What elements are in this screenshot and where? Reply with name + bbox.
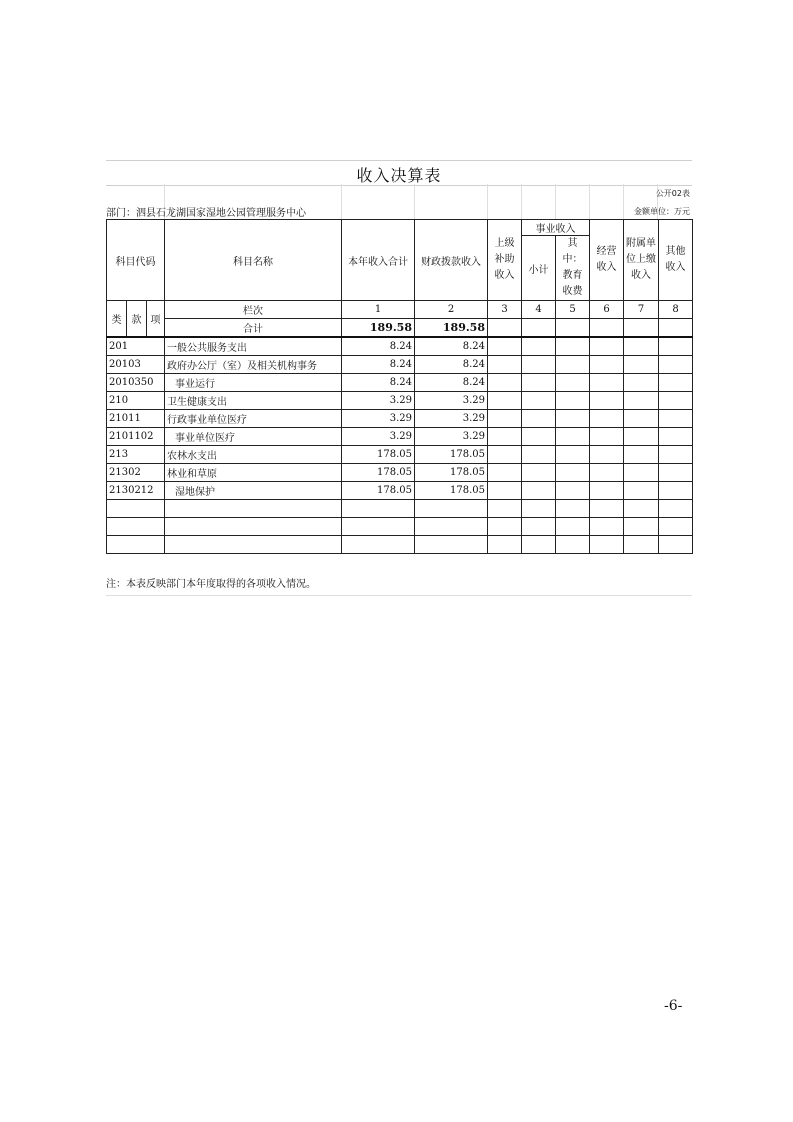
row-code: 210	[107, 392, 165, 410]
header-education-fee: 其中：教育收费	[556, 236, 590, 301]
empty-cell	[522, 356, 556, 374]
empty-cell	[488, 536, 522, 554]
col-num: 4	[522, 301, 556, 319]
empty-cell	[488, 500, 522, 518]
empty-cell	[624, 356, 659, 374]
row-name: 一般公共服务支出	[165, 337, 342, 356]
empty-cell	[590, 446, 624, 464]
empty-cell	[556, 464, 590, 482]
table-row	[107, 518, 693, 536]
empty-cell	[659, 536, 693, 554]
empty-cell	[590, 374, 624, 392]
total-label: 合计	[165, 319, 342, 338]
empty-cell	[556, 410, 590, 428]
gridline	[589, 184, 590, 219]
empty-cell	[556, 482, 590, 500]
header-operating-income: 经营收入	[590, 220, 624, 301]
row-name: 林业和草原	[165, 464, 342, 482]
bottom-gridline	[106, 595, 692, 596]
row-fiscal-income: 8.24	[415, 337, 488, 356]
empty-cell	[522, 482, 556, 500]
col-num: 3	[488, 301, 522, 319]
empty-cell	[659, 428, 693, 446]
row-name: 卫生健康支出	[165, 392, 342, 410]
empty-cell	[590, 536, 624, 554]
col-num: 1	[342, 301, 415, 319]
row-fiscal-income	[415, 536, 488, 554]
empty-cell	[488, 482, 522, 500]
row-name	[165, 518, 342, 536]
empty-cell	[488, 392, 522, 410]
table-row	[107, 536, 693, 554]
empty-cell	[522, 410, 556, 428]
row-code: 2130212	[107, 482, 165, 500]
row-total-income: 8.24	[342, 337, 415, 356]
row-total-income	[342, 500, 415, 518]
empty-cell	[624, 428, 659, 446]
empty-cell	[590, 410, 624, 428]
col-num: 2	[415, 301, 488, 319]
table-row	[107, 410, 693, 428]
row-code: 2010350	[107, 374, 165, 392]
table-row	[107, 356, 693, 374]
empty-cell	[590, 337, 624, 356]
header-kuan: 款	[127, 301, 147, 338]
row-code: 201	[107, 337, 165, 356]
row-fiscal-income: 8.24	[415, 374, 488, 392]
empty-cell	[556, 392, 590, 410]
empty-cell	[556, 428, 590, 446]
header-subject-code: 科目代码	[107, 220, 165, 301]
empty-cell	[590, 482, 624, 500]
row-total-income: 3.29	[342, 392, 415, 410]
header-superior-subsidy: 上级补助收入	[488, 220, 522, 301]
empty-cell	[488, 374, 522, 392]
table-row	[107, 500, 693, 518]
row-name: 行政事业单位医疗	[165, 410, 342, 428]
row-name: 湿地保护	[165, 482, 342, 500]
empty-cell	[624, 410, 659, 428]
row-code: 2101102	[107, 428, 165, 446]
row-name	[165, 536, 342, 554]
title-row	[106, 160, 692, 186]
row-fiscal-income: 8.24	[415, 356, 488, 374]
empty-cell	[488, 337, 522, 356]
row-fiscal-income: 178.05	[415, 446, 488, 464]
header-business-income: 事业收入	[522, 220, 590, 236]
table-row	[107, 446, 693, 464]
empty-cell	[556, 518, 590, 536]
empty-cell	[488, 518, 522, 536]
row-code	[107, 536, 165, 554]
row-fiscal-income: 3.29	[415, 428, 488, 446]
empty-cell	[590, 356, 624, 374]
department-label: 部门：泗县石龙湖国家湿地公园管理服务中心	[106, 208, 306, 219]
row-name: 事业单位医疗	[165, 428, 342, 446]
empty-cell	[659, 482, 693, 500]
row-code: 20103	[107, 356, 165, 374]
empty-cell	[624, 518, 659, 536]
table-row	[107, 482, 693, 500]
empty-cell	[659, 518, 693, 536]
row-total-income: 8.24	[342, 374, 415, 392]
empty-cell	[624, 392, 659, 410]
row-name: 事业运行	[165, 374, 342, 392]
row-code	[107, 518, 165, 536]
col-num: 8	[659, 301, 693, 319]
empty-cell	[556, 536, 590, 554]
header-affiliated-income: 附属单位上缴收入	[624, 220, 659, 301]
row-name: 政府办公厅（室）及相关机构事务	[165, 356, 342, 374]
row-fiscal-income	[415, 518, 488, 536]
col-num: 7	[624, 301, 659, 319]
empty-cell	[556, 356, 590, 374]
col-num: 5	[556, 301, 590, 319]
row-total-income: 178.05	[342, 464, 415, 482]
empty-cell	[659, 337, 693, 356]
empty-cell	[522, 500, 556, 518]
empty-cell	[556, 374, 590, 392]
row-fiscal-income: 178.05	[415, 482, 488, 500]
empty-cell	[522, 428, 556, 446]
empty-cell	[590, 518, 624, 536]
empty-cell	[624, 337, 659, 356]
empty-cell	[488, 464, 522, 482]
empty-cell	[624, 500, 659, 518]
empty-cell	[590, 392, 624, 410]
row-name	[165, 500, 342, 518]
empty-cell	[488, 356, 522, 374]
gridline	[414, 184, 415, 219]
row-total-income	[342, 536, 415, 554]
empty-cell	[590, 428, 624, 446]
row-code: 21302	[107, 464, 165, 482]
row-name: 农林水支出	[165, 446, 342, 464]
total-fiscal-value: 189.58	[415, 319, 488, 338]
row-code: 213	[107, 446, 165, 464]
header-subtotal: 小计	[522, 236, 556, 301]
empty-cell	[590, 464, 624, 482]
empty-cell	[522, 446, 556, 464]
empty-cell	[624, 374, 659, 392]
empty-cell	[659, 392, 693, 410]
row-total-income: 8.24	[342, 356, 415, 374]
row-code: 21011	[107, 410, 165, 428]
header-lei: 类	[107, 301, 127, 338]
gridline	[555, 184, 556, 219]
footnote: 注：本表反映部门本年度取得的各项收入情况。	[106, 579, 316, 590]
report-title: 收入决算表	[356, 166, 442, 185]
header-other-income: 其他收入	[659, 220, 693, 301]
table-row	[107, 392, 693, 410]
gridline	[341, 184, 342, 219]
income-table	[106, 219, 693, 554]
row-total-income: 178.05	[342, 446, 415, 464]
empty-cell	[659, 464, 693, 482]
row-total-income	[342, 518, 415, 536]
unit-label: 金额单位：万元	[634, 207, 690, 216]
gridline	[623, 184, 624, 219]
empty-cell	[590, 500, 624, 518]
header-total-income: 本年收入合计	[342, 220, 415, 301]
row-fiscal-income: 3.29	[415, 410, 488, 428]
header-fiscal-income: 财政拨款收入	[415, 220, 488, 301]
empty-cell	[522, 392, 556, 410]
empty-cell	[488, 410, 522, 428]
table-row	[107, 428, 693, 446]
empty-cell	[659, 356, 693, 374]
row-fiscal-income: 3.29	[415, 392, 488, 410]
gridline	[487, 184, 488, 219]
empty-cell	[624, 536, 659, 554]
header-xiang: 项	[147, 301, 165, 338]
empty-cell	[659, 374, 693, 392]
row-code	[107, 500, 165, 518]
page-number: -6-	[664, 998, 683, 1014]
empty-cell	[556, 446, 590, 464]
empty-cell	[522, 464, 556, 482]
empty-cell	[488, 446, 522, 464]
row-fiscal-income	[415, 500, 488, 518]
gridline	[521, 184, 522, 219]
header-subject-name: 科目名称	[165, 220, 342, 301]
table-row	[107, 374, 693, 392]
empty-cell	[624, 482, 659, 500]
empty-cell	[522, 518, 556, 536]
empty-cell	[488, 428, 522, 446]
data-rows	[107, 337, 693, 554]
empty-cell	[556, 500, 590, 518]
empty-cell	[522, 536, 556, 554]
col-num: 6	[590, 301, 624, 319]
column-row-label: 栏次	[165, 301, 342, 319]
table-row	[107, 337, 693, 356]
empty-cell	[659, 446, 693, 464]
total-income-value: 189.58	[342, 319, 415, 338]
form-code: 公开02表	[655, 189, 690, 198]
empty-cell	[624, 446, 659, 464]
empty-cell	[624, 464, 659, 482]
empty-cell	[659, 410, 693, 428]
empty-cell	[522, 337, 556, 356]
empty-cell	[522, 374, 556, 392]
empty-cell	[556, 337, 590, 356]
row-total-income: 3.29	[342, 410, 415, 428]
income-statement-sheet	[106, 160, 692, 596]
row-total-income: 3.29	[342, 428, 415, 446]
table-row	[107, 464, 693, 482]
row-total-income: 178.05	[342, 482, 415, 500]
row-fiscal-income: 178.05	[415, 464, 488, 482]
empty-cell	[659, 500, 693, 518]
